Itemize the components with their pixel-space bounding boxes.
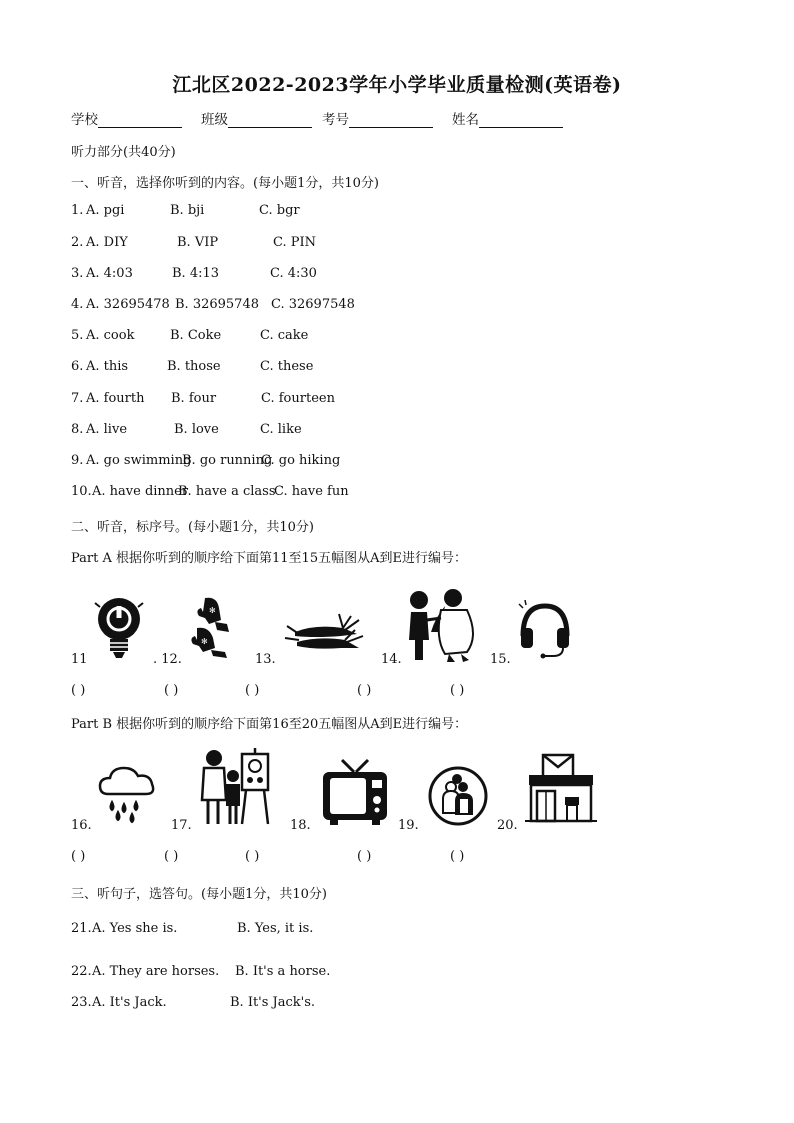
- question-number: 6.: [71, 359, 84, 374]
- option-c[interactable]: C. these: [260, 359, 314, 374]
- option-b[interactable]: B. 32695748: [175, 297, 259, 312]
- picture-label-13: 13.: [255, 652, 276, 667]
- option-c[interactable]: C. bgr: [259, 203, 300, 218]
- question-21-option-a[interactable]: A. Yes she is.: [92, 921, 178, 936]
- listening-header: 听力部分(共40分): [71, 145, 176, 160]
- option-b[interactable]: B. go running: [182, 453, 273, 468]
- option-c[interactable]: C. fourteen: [261, 391, 335, 406]
- answer-blank-11[interactable]: ( ): [71, 683, 86, 698]
- option-c[interactable]: C. go hiking: [261, 453, 341, 468]
- option-a[interactable]: A. DIY: [86, 235, 128, 250]
- question-number: 9.: [71, 453, 84, 468]
- option-b[interactable]: B. have a class: [178, 484, 276, 499]
- question-23-number: 23.: [71, 995, 92, 1010]
- option-a[interactable]: A. go swimming: [86, 453, 192, 468]
- question-23-option-b[interactable]: B. It's Jack's.: [230, 995, 316, 1010]
- picture-label-20: 20.: [497, 818, 518, 833]
- option-a[interactable]: A. 4:03: [86, 266, 133, 281]
- picture-label-14: 14.: [381, 652, 402, 667]
- question-number: 4.: [71, 297, 84, 312]
- picture-label-15: 15.: [490, 652, 511, 667]
- question-22-number: 22.: [71, 964, 92, 979]
- answer-blank-16[interactable]: ( ): [71, 849, 86, 864]
- name-field[interactable]: [452, 108, 563, 128]
- option-c[interactable]: C. PIN: [273, 235, 317, 250]
- section1-heading: 一、听音，选择你听到的内容。(每小题1分，共10分): [71, 176, 379, 191]
- carrots-icon: [285, 610, 365, 660]
- class-label: 班级: [201, 112, 228, 128]
- option-a[interactable]: A. 32695478: [86, 297, 170, 312]
- svg-text:✻: ✻: [201, 637, 208, 646]
- picture-label-19: 19.: [398, 818, 419, 833]
- lightbulb-power-icon: [95, 595, 145, 665]
- exam-number-field[interactable]: [322, 108, 433, 128]
- picture-label-17: 17.: [171, 818, 192, 833]
- question-number: 1.: [71, 203, 84, 218]
- question-22-option-b[interactable]: B. It's a horse.: [235, 964, 331, 979]
- partA-instruction: Part A 根据你听到的顺序给下面第11至15五幅图从A到E进行编号：: [71, 551, 467, 566]
- option-b[interactable]: B. love: [174, 422, 219, 437]
- headphones-icon: [515, 598, 575, 660]
- television-icon: [320, 758, 390, 826]
- mittens-icon: [187, 596, 237, 656]
- answer-blank-13[interactable]: ( ): [245, 683, 260, 698]
- option-b[interactable]: B. four: [171, 391, 217, 406]
- answer-blank-18[interactable]: ( ): [245, 849, 260, 864]
- svg-text:✻: ✻: [209, 606, 216, 615]
- picture-label-11: 11: [71, 652, 88, 667]
- option-b[interactable]: B. Coke: [170, 328, 222, 343]
- picture-label-12: . 12.: [153, 652, 182, 667]
- name-label: 姓名: [452, 112, 479, 128]
- question-21-option-b[interactable]: B. Yes, it is.: [237, 921, 314, 936]
- option-b[interactable]: B. 4:13: [172, 266, 220, 281]
- option-c[interactable]: C. 32697548: [271, 297, 355, 312]
- question-number: 10.: [71, 484, 92, 499]
- question-21-number: 21.: [71, 921, 92, 936]
- option-b[interactable]: B. VIP: [177, 235, 219, 250]
- option-b[interactable]: B. those: [167, 359, 221, 374]
- option-a[interactable]: A. cook: [86, 328, 135, 343]
- answer-blank-14[interactable]: ( ): [357, 683, 372, 698]
- painting-class-icon: [198, 748, 273, 826]
- school-label: 学校: [71, 112, 98, 128]
- exam-number-label: 考号: [322, 112, 349, 128]
- class-blank[interactable]: [228, 113, 312, 128]
- family-icon: [427, 765, 489, 827]
- answer-blank-12[interactable]: ( ): [164, 683, 179, 698]
- option-a[interactable]: A. have dinner: [92, 484, 189, 499]
- option-c[interactable]: C. 4:30: [270, 266, 317, 281]
- partB-instruction: Part B 根据你听到的顺序给下面第16至20五幅图从A到E进行编号：: [71, 717, 468, 732]
- question-22-option-a[interactable]: A. They are horses.: [92, 964, 220, 979]
- option-c[interactable]: C. like: [260, 422, 302, 437]
- school-field[interactable]: [71, 108, 182, 128]
- section3-heading: 三、听句子，选答句。(每小题1分，共10分): [71, 887, 327, 902]
- post-office-icon: [525, 753, 597, 823]
- option-b[interactable]: B. bji: [170, 203, 205, 218]
- option-a[interactable]: A. live: [86, 422, 128, 437]
- question-number: 8.: [71, 422, 84, 437]
- answer-blank-20[interactable]: ( ): [450, 849, 465, 864]
- rain-cloud-icon: [98, 764, 158, 824]
- option-c[interactable]: C. cake: [260, 328, 309, 343]
- option-a[interactable]: A. pgi: [86, 203, 125, 218]
- question-23-option-a[interactable]: A. It's Jack.: [92, 995, 167, 1010]
- option-c[interactable]: C. have fun: [274, 484, 349, 499]
- question-number: 2.: [71, 235, 84, 250]
- answer-blank-15[interactable]: ( ): [450, 683, 465, 698]
- page-title: 江北区2022-2023学年小学毕业质量检测(英语卷): [172, 74, 622, 96]
- exam-number-blank[interactable]: [349, 113, 433, 128]
- children-icon: [405, 588, 480, 663]
- answer-blank-19[interactable]: ( ): [357, 849, 372, 864]
- section2-heading: 二、听音，标序号。(每小题1分，共10分): [71, 520, 314, 535]
- picture-label-18: 18.: [290, 818, 311, 833]
- answer-blank-17[interactable]: ( ): [164, 849, 179, 864]
- option-a[interactable]: A. this: [86, 359, 129, 374]
- question-number: 5.: [71, 328, 84, 343]
- name-blank[interactable]: [479, 113, 563, 128]
- option-a[interactable]: A. fourth: [86, 391, 145, 406]
- class-field[interactable]: [201, 108, 312, 128]
- question-number: 3.: [71, 266, 84, 281]
- picture-label-16: 16.: [71, 818, 92, 833]
- school-blank[interactable]: [98, 113, 182, 128]
- question-number: 7.: [71, 391, 84, 406]
